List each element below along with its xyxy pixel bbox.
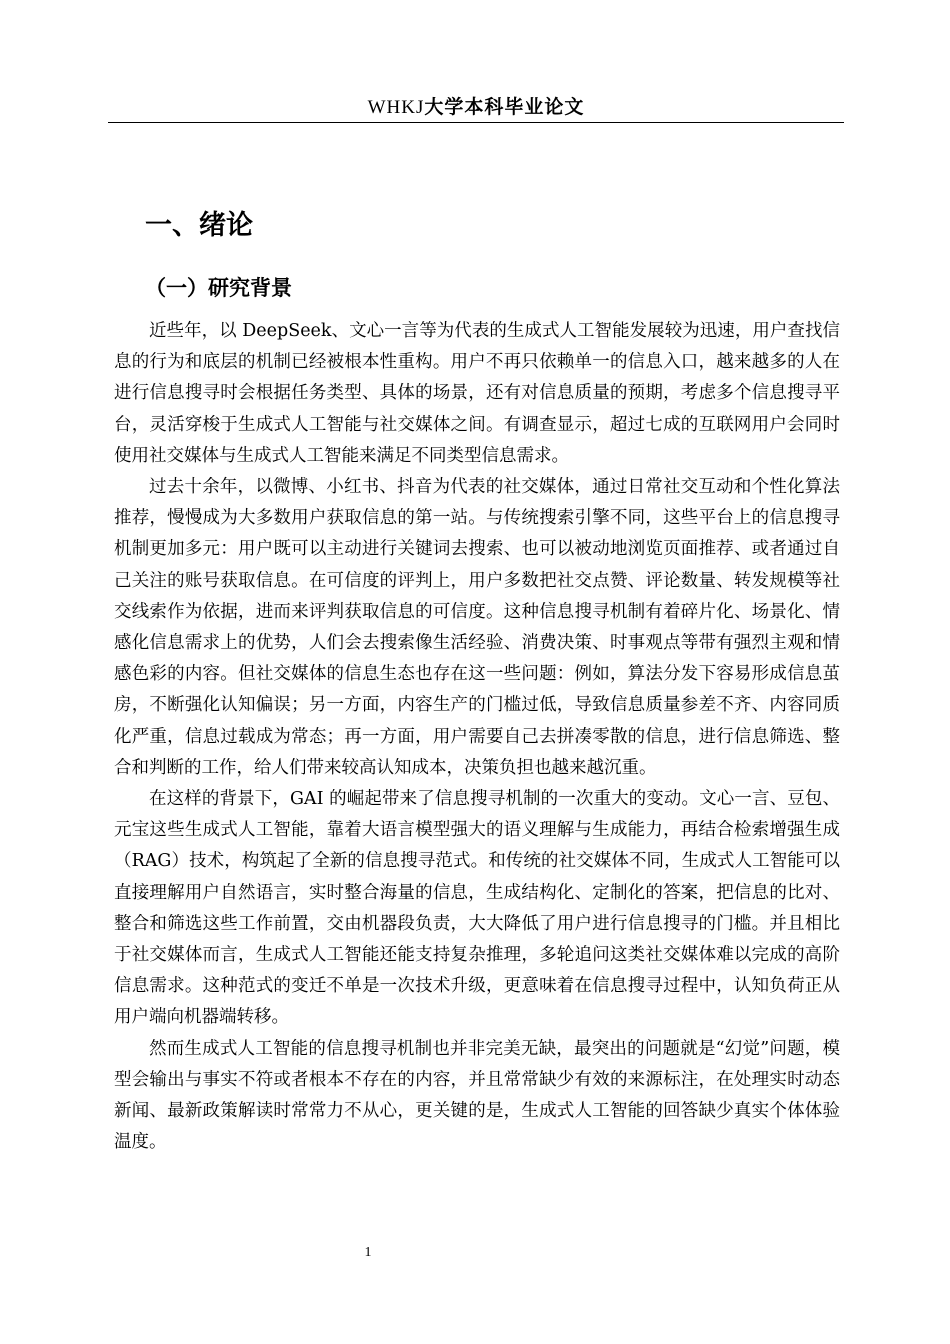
header-title: 大学本科毕业论文	[424, 96, 585, 118]
paragraph: 然而生成式人工智能的信息搜寻机制也并非完美无缺，最突出的问题就是“幻觉”问题，模型会输出与事实不符或者根本不存在的内容，并且常常缺少有效的来源标注，在处理实时动态新闻、最新政策解读时常常力不从心，更关键的是，生成式人工智能的回答缺少真实个体体验温度。	[114, 1038, 840, 1153]
running-header	[108, 94, 844, 121]
chapter-title: 一、绪论	[145, 210, 253, 241]
paragraph: 过去十余年，以微博、小红书、抖音为代表的社交媒体，通过日常社交互动和个性化算法推荐，慢慢成为大多数用户获取信息的第一站。与传统搜索引擎不同，这些平台上的信息搜寻机制更加多元：用户既可以主动进行关键词去搜索、也可以被动地浏览页面推荐、或者通过自己关注的账号获取信息。在可信度的评判上，用户多数把社交点赞、评论数量、转发规模等社交线索作为依据，进而来评判获取信息的可信度。这种信息搜寻机制有着碎片化、场景化、情感化信息需求上的优势，人们会去搜索像生活经验、消费决策、时事观点等带有强烈主观和情感色彩的内容。但社交媒体的信息生态也存在这一些问题：例如，算法分发下容易形成信息茧房，不断强化认知偏误；另一方面，内容生产的门槛过低，导致信息质量参差不齐、内容同质化严重，信息过载成为常态；再一方面，用户需要自己去拼凑零散的信息，进行信息筛选、整合和判断的工作，给人们带来较高认知成本，决策负担也越来越沉重。	[114, 477, 840, 778]
page-number: 1	[364, 1245, 372, 1260]
body-text	[114, 316, 840, 1158]
section-title: （一）研究背景	[145, 276, 292, 300]
paragraph: 在这样的背景下，GAI 的崛起带来了信息搜寻机制的一次重大的变动。文心一言、豆包、元宝这些生成式人工智能，靠着大语言模型强大的语义理解与生成能力，再结合检索增强生成（RAG）技术，构筑起了全新的信息搜寻范式。和传统的社交媒体不同，生成式人工智能可以直接理解用户自然语言，实时整合海量的信息，生成结构化、定制化的答案，把信息的比对、整合和筛选这些工作前置，交由机器段负责，大大降低了用户进行信息搜寻的门槛。并且相比于社交媒体而言，生成式人工智能还能支持复杂推理，多轮追问这类社交媒体难以完成的高阶信息需求。这种范式的变迁不单是一次技术升级，更意味着在信息搜寻过程中，认知负荷正从用户端向机器端转移。	[114, 789, 840, 1028]
paragraph: 近些年，以 DeepSeek、文心一言等为代表的生成式人工智能发展较为迅速，用户查找信息的行为和底层的机制已经被根本性重构。用户不再只依赖单一的信息入口，越来越多的人在进行信息搜寻时会根据任务类型、具体的场景，还有对信息质量的预期，考虑多个信息搜寻平台，灵活穿梭于生成式人工智能与社交媒体之间。有调查显示，超过七成的互联网用户会同时使用社交媒体与生成式人工智能来满足不同类型信息需求。	[114, 321, 840, 466]
header-school-code: WHKJ	[367, 97, 425, 118]
header-rule	[108, 122, 844, 123]
